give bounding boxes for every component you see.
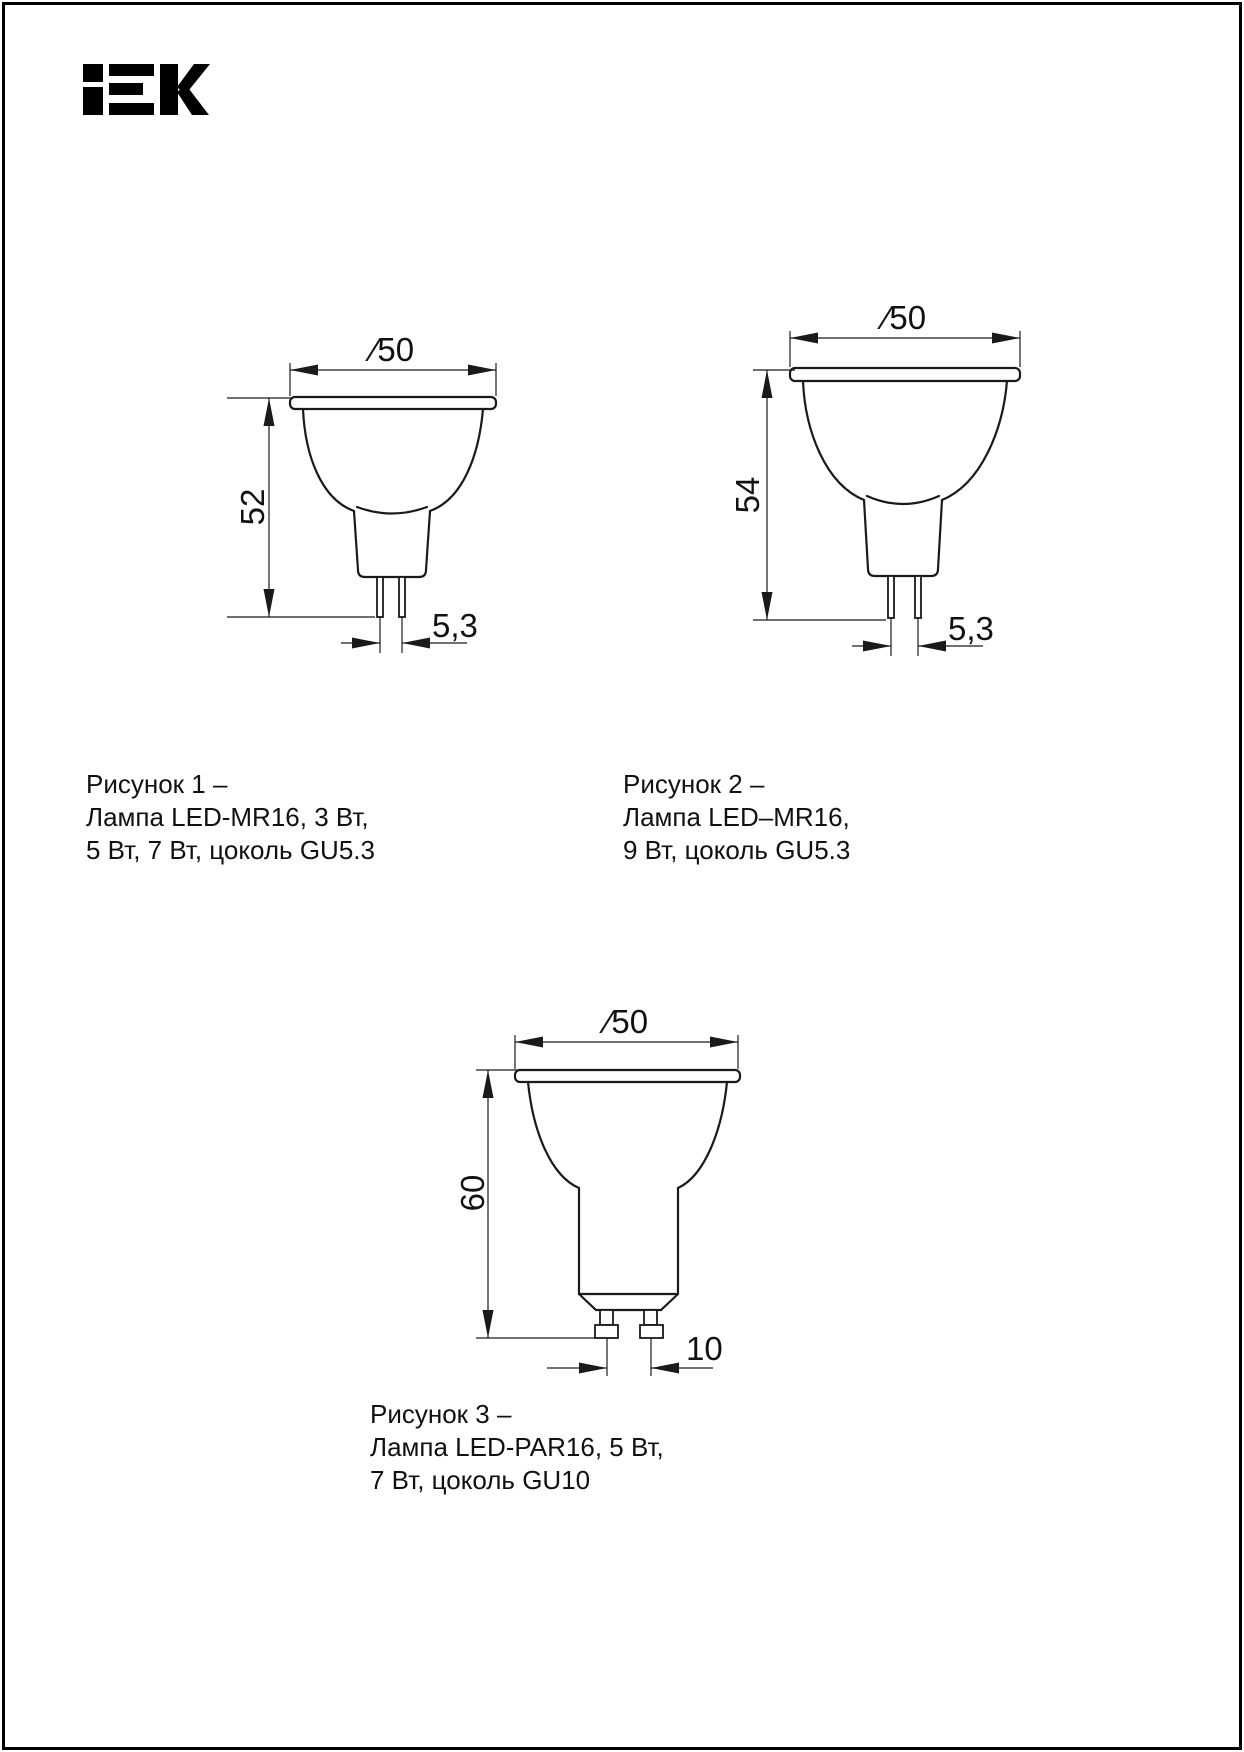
arrow-left-icon bbox=[402, 638, 430, 649]
arrow-down-icon bbox=[762, 592, 773, 620]
arrow-up-icon bbox=[264, 398, 275, 426]
lamp-body-outline bbox=[803, 381, 1007, 576]
arrow-down-icon bbox=[264, 589, 275, 617]
caption-line: 5 Вт, 7 Вт, цоколь GU5.3 bbox=[86, 835, 375, 865]
figure-3-pin-dimension bbox=[547, 1330, 723, 1376]
arrow-down-icon bbox=[483, 1310, 494, 1338]
caption-line: Рисунок 3 – bbox=[370, 1399, 512, 1429]
figure-3-drawing bbox=[454, 1003, 740, 1376]
logo-i-dot bbox=[83, 64, 103, 82]
figure-1-diameter-label: ∕50 bbox=[371, 331, 415, 368]
figure-1-pin-label: 5,3 bbox=[432, 607, 478, 644]
caption-line: Лампа LED–MR16, bbox=[623, 802, 850, 832]
figure-3-diameter-label: ∕50 bbox=[605, 1003, 649, 1040]
figure-1-pin-dimension bbox=[341, 607, 478, 653]
logo-i-body bbox=[83, 87, 103, 115]
lamp-body-right-outline bbox=[678, 1082, 727, 1294]
logo-k-stem bbox=[160, 64, 178, 115]
arrow-up-icon bbox=[483, 1070, 494, 1098]
lamp-pin-left bbox=[888, 576, 894, 618]
caption-line: Лампа LED-PAR16, 5 Вт, bbox=[370, 1432, 664, 1462]
logo-e-top-bar bbox=[109, 64, 154, 76]
figure-1-drawing bbox=[227, 331, 496, 653]
arrow-left-icon bbox=[515, 1037, 543, 1048]
arrow-left-icon bbox=[651, 1363, 679, 1374]
figure-1-height-dimension bbox=[227, 398, 375, 617]
figure-1-caption bbox=[86, 768, 375, 867]
lamp-inner-arc bbox=[357, 507, 427, 514]
arrow-right-icon bbox=[992, 333, 1020, 344]
arrow-left-icon bbox=[918, 641, 946, 652]
lamp-pin-right-stem bbox=[644, 1310, 657, 1325]
iek-logo bbox=[83, 64, 210, 115]
figure-3-height-dimension bbox=[454, 1070, 596, 1338]
caption-line: Рисунок 1 – bbox=[86, 769, 228, 799]
caption-line: Рисунок 2 – bbox=[623, 769, 765, 799]
figure-3-lamp-par16 bbox=[515, 1070, 740, 1338]
figure-2-height-label: 54 bbox=[729, 476, 766, 514]
lamp-lens-plate bbox=[515, 1070, 740, 1082]
figure-2-diameter-dimension bbox=[790, 299, 1020, 367]
lamp-body-outline bbox=[303, 409, 483, 577]
arrow-right-icon bbox=[468, 365, 496, 376]
arrow-left-icon bbox=[290, 365, 318, 376]
figure-1-lamp-mr16 bbox=[290, 397, 496, 617]
arrow-right-icon bbox=[579, 1363, 607, 1374]
caption-line: 9 Вт, цоколь GU5.3 bbox=[623, 835, 851, 865]
arrow-right-icon bbox=[710, 1037, 738, 1048]
figure-2-height-dimension bbox=[729, 370, 886, 620]
lamp-lens-plate bbox=[290, 397, 496, 409]
figure-2-caption bbox=[623, 768, 850, 867]
logo-e-mid-bar bbox=[109, 83, 143, 95]
caption-line: Лампа LED-MR16, 3 Вт, bbox=[86, 802, 369, 832]
lamp-base-chamfer bbox=[579, 1294, 678, 1310]
arrow-up-icon bbox=[762, 370, 773, 398]
lamp-pin-left-foot bbox=[595, 1325, 618, 1338]
lamp-pin-left-stem bbox=[600, 1310, 613, 1325]
lamp-pin-left bbox=[377, 577, 383, 617]
figure-2-pin-dimension bbox=[852, 610, 994, 656]
lamp-lens-plate bbox=[790, 368, 1020, 381]
arrow-left-icon bbox=[790, 333, 818, 344]
figure-3-pin-label: 10 bbox=[686, 1330, 723, 1367]
figure-2-pin-label: 5,3 bbox=[948, 610, 994, 647]
logo-k-lower-arm bbox=[177, 85, 209, 115]
figure-3-diameter-dimension bbox=[515, 1003, 738, 1069]
figure-2-lamp-mr16 bbox=[790, 368, 1020, 618]
figure-3-caption bbox=[370, 1398, 664, 1497]
lamp-pin-right bbox=[915, 576, 921, 618]
figure-1-height-label: 52 bbox=[234, 488, 271, 526]
lamp-pin-right-foot bbox=[640, 1325, 663, 1338]
figure-1-diameter-dimension bbox=[290, 331, 496, 396]
figure-2-drawing bbox=[729, 299, 1020, 656]
caption-line: 7 Вт, цоколь GU10 bbox=[370, 1465, 591, 1495]
lamp-inner-arc bbox=[867, 496, 939, 504]
logo-e-bottom-bar bbox=[109, 103, 154, 115]
arrow-right-icon bbox=[863, 641, 891, 652]
arrow-right-icon bbox=[352, 638, 380, 649]
figure-3-height-label: 60 bbox=[454, 1174, 491, 1212]
figure-2-diameter-label: ∕50 bbox=[883, 299, 927, 336]
lamp-pin-right bbox=[399, 577, 405, 617]
lamp-body-left-outline bbox=[528, 1082, 579, 1294]
